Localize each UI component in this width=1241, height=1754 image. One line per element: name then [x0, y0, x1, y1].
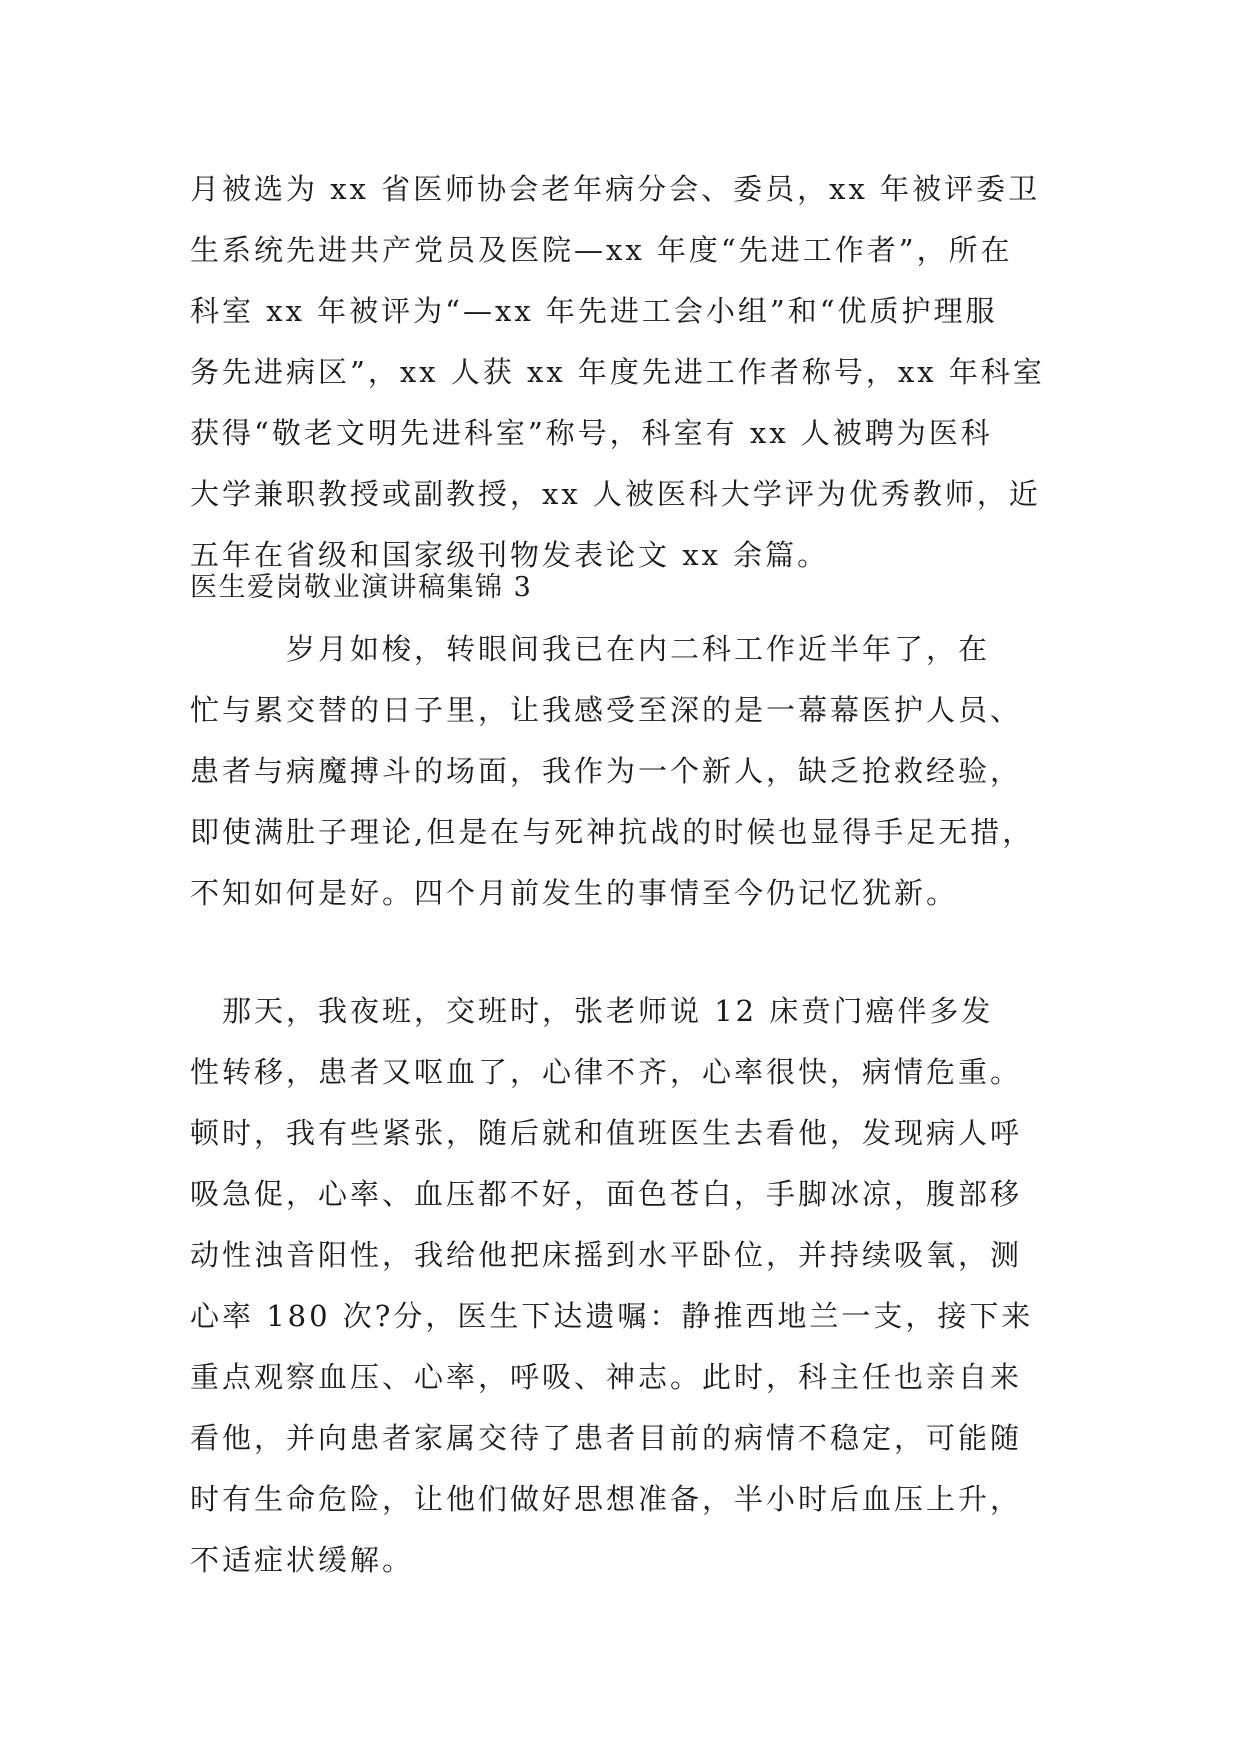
- section-heading: 医生爱岗敬业演讲稿集锦 3: [190, 572, 533, 603]
- text-line: 吸急促，心率、血压都不好，面色苍白，手脚冰凉，腹部移: [190, 1177, 1023, 1211]
- text-line: 顿时，我有些紧张，随后就和值班医生去看他，发现病人呼: [190, 1116, 1023, 1150]
- text-line: 不知如何是好。四个月前发生的事情至今仍记忆犹新。: [190, 876, 959, 910]
- paragraph-intro: [190, 619, 1070, 924]
- text-line: 即使满肚子理论,但是在与死神抗战的时候也显得手足无措，: [190, 815, 1035, 849]
- text-line: 重点观察血压、心率，呼吸、神志。此时，科主任也亲自来: [190, 1360, 1023, 1394]
- text-line: 那天，我夜班，交班时，张老师说 12 床贲门癌伴多发: [190, 994, 994, 1028]
- text-line: 忙与累交替的日子里，让我感受至深的是一幕幕医护人员、: [190, 693, 1023, 727]
- text-line: 务先进病区”，xx 人获 xx 年度先进工作者称号，xx 年科室: [190, 355, 1045, 389]
- text-line: 看他，并向患者家属交待了患者目前的病情不稳定，可能随: [190, 1421, 1023, 1455]
- text-line: 动性浊音阳性，我给他把床摇到水平卧位，并持续吸氧，测: [190, 1238, 1023, 1272]
- text-line: 患者与病魔搏斗的场面，我作为一个新人，缺乏抢救经验，: [190, 754, 1023, 788]
- text-line: 大学兼职教授或副教授，xx 人被医科大学评为优秀教师，近: [190, 477, 1041, 511]
- text-line: 科室 xx 年被评为“—xx 年先进工会小组”和“优质护理服: [190, 294, 998, 328]
- text-line: 不适症状缓解。: [190, 1543, 415, 1577]
- text-line: 月被选为 xx 省医师协会老年病分会、委员，xx 年被评委卫: [190, 172, 1041, 206]
- paragraph-awards: [190, 159, 1070, 586]
- text-line: 心率 180 次?分，医生下达遗嘱：静推西地兰一支，接下来: [190, 1299, 1034, 1333]
- text-line: 性转移，患者又呕血了，心律不齐，心率很快，病情危重。: [190, 1055, 1023, 1089]
- text-line: 生系统先进共产党员及医院—xx 年度“先进工作者”，所在: [190, 233, 1013, 267]
- text-line: 五年在省级和国家级刊物发表论文 xx 余篇。: [190, 538, 830, 572]
- text-line: 时有生命危险，让他们做好思想准备，半小时后血压上升，: [190, 1482, 1023, 1516]
- text-line: 获得“敬老文明先进科室”称号，科室有 xx 人被聘为医科: [190, 416, 993, 450]
- paragraph-night-shift: [190, 981, 1070, 1591]
- text-line: 岁月如梭，转眼间我已在内二科工作近半年了，在: [190, 632, 991, 666]
